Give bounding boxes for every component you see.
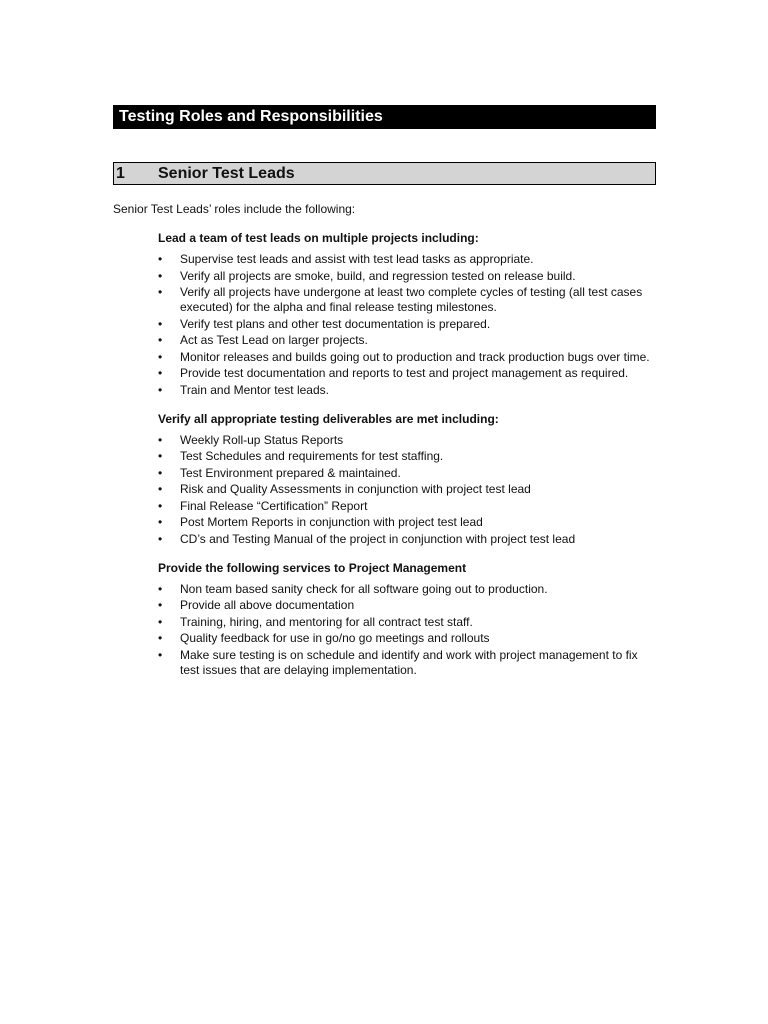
list-item-text: Verify all projects have undergone at least two complete cycles of testing (all test cases executed) for the alpha and final release testing milestones. (180, 285, 643, 314)
list-item (158, 252, 656, 267)
bullet-icon: • (158, 598, 163, 612)
list-item (158, 482, 656, 497)
list-item-text: Test Schedules and requirements for test staffing. (180, 449, 444, 463)
bullet-icon: • (158, 366, 163, 380)
bullet-list (158, 433, 656, 547)
list-item (158, 366, 656, 381)
bullet-icon: • (158, 449, 163, 463)
group-heading: Lead a team of test leads on multiple projects including: (158, 231, 479, 245)
section-heading (113, 162, 656, 185)
bullet-icon: • (158, 316, 163, 331)
section-number: 1 (116, 165, 125, 182)
list-item (158, 383, 656, 398)
list-item (158, 433, 656, 448)
list-item (158, 317, 656, 332)
list-item (158, 333, 656, 348)
list-item-text: Weekly Roll-up Status Reports (180, 432, 344, 447)
responsibility-group (158, 412, 656, 547)
bullet-icon: • (158, 349, 163, 364)
list-item (158, 499, 656, 514)
bullet-icon: • (158, 333, 163, 347)
bullet-icon: • (158, 465, 163, 480)
list-item-text: Act as Test Lead on larger projects. (180, 333, 368, 347)
list-item (158, 582, 656, 597)
list-item (158, 515, 656, 530)
document-page (113, 105, 656, 679)
list-item-text: Verify test plans and other test documentation is prepared. (180, 316, 491, 331)
bullet-icon: • (158, 498, 163, 513)
bullet-icon: • (158, 432, 163, 447)
group-heading: Verify all appropriate testing deliverables are met including: (158, 411, 499, 426)
responsibility-groups (113, 231, 656, 678)
bullet-icon: • (158, 268, 163, 283)
list-item (158, 285, 656, 315)
list-item (158, 598, 656, 613)
list-item (158, 350, 656, 365)
responsibility-group (158, 231, 656, 398)
bullet-list (158, 252, 656, 398)
bullet-icon: • (158, 614, 163, 629)
list-item (158, 466, 656, 481)
list-item-text: Final Release “Certification” Report (180, 498, 368, 513)
list-item-text: Train and Mentor test leads. (180, 382, 329, 397)
bullet-icon: • (158, 285, 163, 299)
bullet-icon: • (158, 252, 163, 266)
list-item (158, 648, 656, 678)
list-item-text: Post Mortem Reports in conjunction with project test lead (180, 515, 483, 529)
bullet-icon: • (158, 382, 163, 397)
list-item-text: Provide all above documentation (180, 598, 355, 612)
bullet-icon: • (158, 482, 163, 496)
list-item-text: Quality feedback for use in go/no go meetings and rollouts (180, 631, 490, 645)
bullet-icon: • (158, 531, 163, 546)
group-heading: Provide the following services to Project Management (158, 560, 467, 575)
list-item-text: Risk and Quality Assessments in conjunction with project test lead (180, 482, 531, 496)
list-item (158, 631, 656, 646)
bullet-icon: • (158, 515, 163, 529)
list-item (158, 269, 656, 284)
document-title: Testing Roles and Responsibilities (113, 105, 656, 129)
list-item-text: Monitor releases and builds going out to production and track production bugs over time. (180, 349, 650, 364)
intro-text: Senior Test Leads’ roles include the following: (113, 202, 356, 216)
section-title: Senior Test Leads (158, 165, 295, 182)
list-item-text: CD’s and Testing Manual of the project in conjunction with project test lead (180, 531, 576, 546)
bullet-icon: • (158, 647, 163, 662)
list-item-text: Training, hiring, and mentoring for all contract test staff. (180, 614, 473, 629)
list-item-text: Verify all projects are smoke, build, and regression tested on release build. (180, 268, 576, 283)
list-item (158, 449, 656, 464)
list-item (158, 615, 656, 630)
list-item-text: Make sure testing is on schedule and identify and work with project management to fix test issues that are delaying implementation. (180, 647, 638, 677)
list-item (158, 532, 656, 547)
list-item-text: Provide test documentation and reports to test and project management as required. (180, 366, 629, 380)
bullet-icon: • (158, 581, 163, 596)
responsibility-group (158, 561, 656, 678)
bullet-list (158, 582, 656, 678)
list-item-text: Test Environment prepared & maintained. (180, 465, 401, 480)
list-item-text: Non team based sanity check for all software going out to production. (180, 581, 548, 596)
list-item-text: Supervise test leads and assist with test lead tasks as appropriate. (180, 252, 534, 266)
bullet-icon: • (158, 631, 163, 645)
